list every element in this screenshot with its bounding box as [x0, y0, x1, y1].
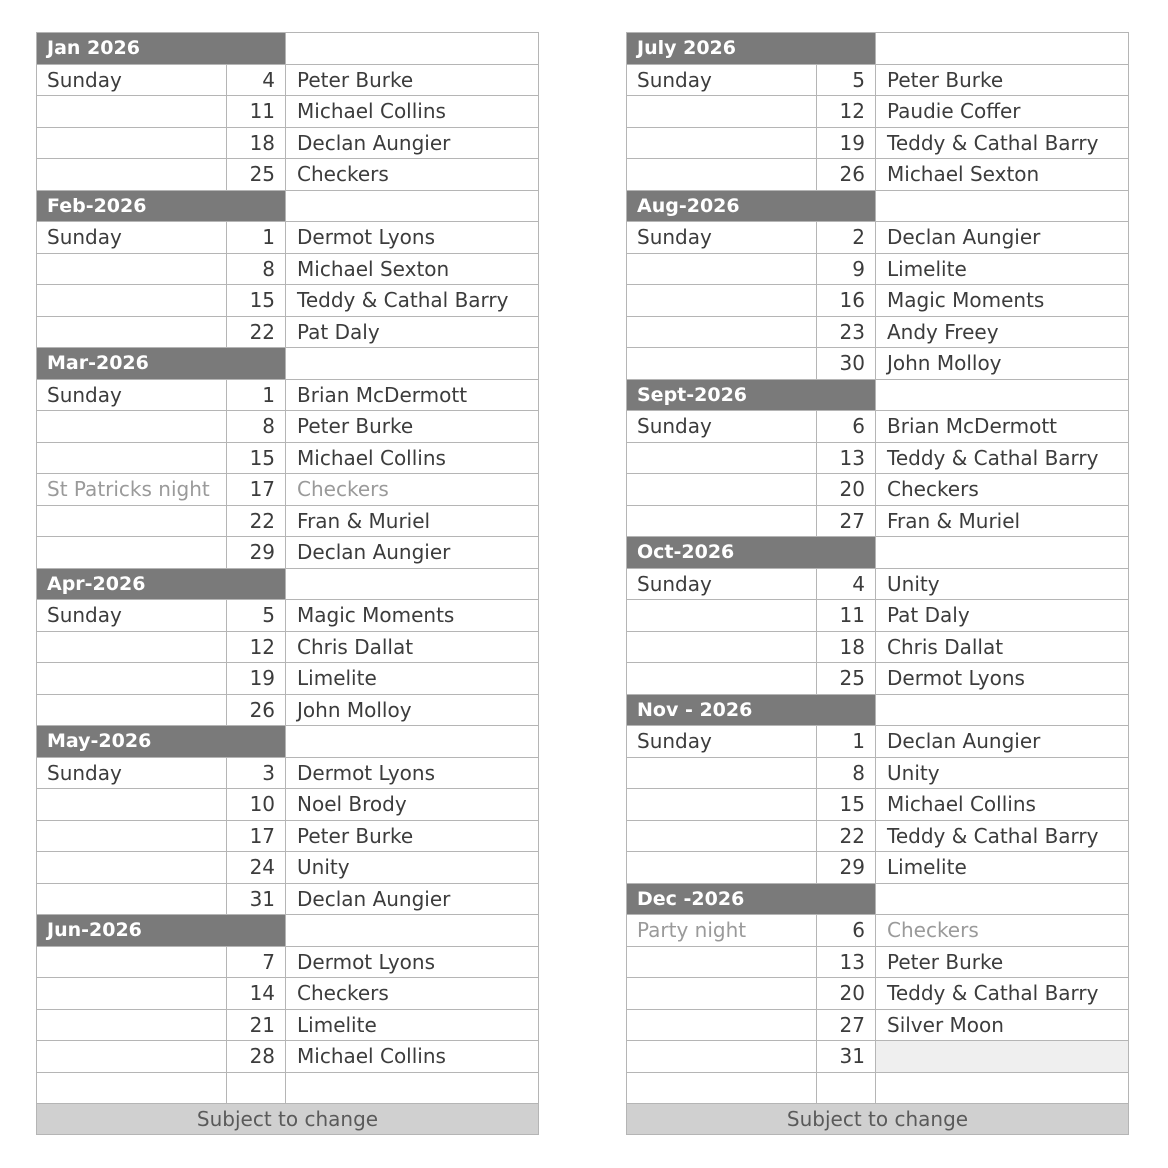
performer-name: Teddy & Cathal Barry	[876, 127, 1129, 159]
performer-name	[286, 1072, 539, 1104]
performer-name: Noel Brody	[286, 789, 539, 821]
event-label	[37, 537, 227, 569]
schedule-row	[37, 537, 539, 569]
schedule-row	[627, 1009, 1129, 1041]
subject-to-change-note: Subject to change	[627, 1104, 1129, 1135]
month-header-row	[627, 694, 1129, 726]
event-date: 19	[817, 127, 876, 159]
event-label	[627, 474, 817, 506]
event-label	[37, 1072, 227, 1104]
event-label	[627, 1041, 817, 1073]
month-header-row	[37, 726, 539, 758]
event-label	[37, 883, 227, 915]
event-label: Sunday	[627, 411, 817, 443]
performer-name: Peter Burke	[286, 64, 539, 96]
performer-name: Silver Moon	[876, 1009, 1129, 1041]
month-name: Mar-2026	[37, 348, 286, 380]
schedule-row	[627, 64, 1129, 96]
event-label: Sunday	[37, 379, 227, 411]
event-date: 29	[817, 852, 876, 884]
schedule-row	[37, 946, 539, 978]
month-header-row	[627, 379, 1129, 411]
event-date: 8	[817, 757, 876, 789]
event-label	[37, 1041, 227, 1073]
schedule-row	[627, 600, 1129, 632]
event-date: 2	[817, 222, 876, 254]
event-date: 11	[227, 96, 286, 128]
event-date: 25	[817, 663, 876, 695]
performer-name	[876, 1041, 1129, 1073]
performer-name: Limelite	[876, 253, 1129, 285]
event-label	[627, 348, 817, 380]
event-label	[627, 1009, 817, 1041]
performer-name: Fran & Muriel	[876, 505, 1129, 537]
event-label	[627, 316, 817, 348]
performer-name: Michael Collins	[286, 1041, 539, 1073]
performer-name: John Molloy	[286, 694, 539, 726]
month-header-blank	[876, 379, 1129, 411]
month-header-blank	[286, 190, 539, 222]
event-date: 3	[227, 757, 286, 789]
schedule-row	[627, 222, 1129, 254]
schedule-row	[627, 159, 1129, 191]
performer-name: Michael Collins	[876, 789, 1129, 821]
event-label	[37, 285, 227, 317]
performer-name: Peter Burke	[876, 946, 1129, 978]
performer-name: Peter Burke	[876, 64, 1129, 96]
event-date: 8	[227, 411, 286, 443]
month-header-blank	[876, 883, 1129, 915]
event-date: 11	[817, 600, 876, 632]
month-name: Sept-2026	[627, 379, 876, 411]
event-date: 6	[817, 411, 876, 443]
schedule-row	[37, 64, 539, 96]
performer-name: Unity	[876, 757, 1129, 789]
event-date: 15	[817, 789, 876, 821]
event-label	[37, 159, 227, 191]
event-date: 22	[227, 316, 286, 348]
performer-name: Declan Aungier	[876, 726, 1129, 758]
month-header-row	[37, 568, 539, 600]
event-date: 12	[817, 96, 876, 128]
month-name: Apr-2026	[37, 568, 286, 600]
performer-name: Unity	[876, 568, 1129, 600]
performer-name: Checkers	[286, 159, 539, 191]
performer-name: Dermot Lyons	[876, 663, 1129, 695]
month-name: May-2026	[37, 726, 286, 758]
event-label: Sunday	[627, 64, 817, 96]
event-date: 13	[817, 442, 876, 474]
subject-to-change-note: Subject to change	[37, 1104, 539, 1135]
performer-name: Checkers	[286, 474, 539, 506]
event-date: 15	[227, 442, 286, 474]
month-header-blank	[286, 726, 539, 758]
schedule-row	[37, 253, 539, 285]
event-date: 23	[817, 316, 876, 348]
schedule-row	[627, 316, 1129, 348]
event-label	[37, 442, 227, 474]
schedule-row	[37, 789, 539, 821]
schedule-table-left	[36, 32, 539, 1135]
event-label	[627, 285, 817, 317]
performer-name: Limelite	[286, 663, 539, 695]
performer-name: John Molloy	[876, 348, 1129, 380]
event-label	[627, 127, 817, 159]
schedule-row	[627, 474, 1129, 506]
event-date: 24	[227, 852, 286, 884]
event-label: Sunday	[37, 222, 227, 254]
schedule-row	[37, 285, 539, 317]
schedule-row	[37, 1072, 539, 1104]
schedule-row	[627, 411, 1129, 443]
event-date: 22	[227, 505, 286, 537]
schedule-row	[37, 159, 539, 191]
footer-row	[627, 1104, 1129, 1135]
event-label	[627, 1072, 817, 1104]
performer-name: Declan Aungier	[286, 537, 539, 569]
event-date: 25	[227, 159, 286, 191]
event-date: 28	[227, 1041, 286, 1073]
performer-name: Checkers	[286, 978, 539, 1010]
performer-name	[876, 1072, 1129, 1104]
schedule-row	[37, 978, 539, 1010]
event-label: Sunday	[627, 726, 817, 758]
performer-name: Michael Sexton	[286, 253, 539, 285]
event-date	[227, 1072, 286, 1104]
event-date: 13	[817, 946, 876, 978]
schedule-row	[627, 663, 1129, 695]
event-label: Sunday	[37, 64, 227, 96]
schedule-row	[37, 663, 539, 695]
schedule-row	[37, 757, 539, 789]
schedule-row	[37, 222, 539, 254]
performer-name: Limelite	[286, 1009, 539, 1041]
month-header-row	[627, 537, 1129, 569]
month-header-blank	[876, 33, 1129, 65]
event-label: Party night	[627, 915, 817, 947]
event-date: 18	[227, 127, 286, 159]
performer-name: Fran & Muriel	[286, 505, 539, 537]
schedule-row	[37, 694, 539, 726]
event-label	[37, 694, 227, 726]
event-date: 8	[227, 253, 286, 285]
event-date: 27	[817, 505, 876, 537]
performer-name: Peter Burke	[286, 820, 539, 852]
schedule-row	[627, 757, 1129, 789]
schedule-row	[37, 505, 539, 537]
event-label: Sunday	[627, 568, 817, 600]
event-date: 14	[227, 978, 286, 1010]
schedule-row	[37, 883, 539, 915]
event-date: 6	[817, 915, 876, 947]
schedule-row	[37, 1009, 539, 1041]
event-date: 30	[817, 348, 876, 380]
event-label	[37, 316, 227, 348]
schedule-row	[37, 631, 539, 663]
performer-name: Chris Dallat	[876, 631, 1129, 663]
event-label: Sunday	[37, 600, 227, 632]
event-date: 31	[817, 1041, 876, 1073]
performer-name: Pat Daly	[286, 316, 539, 348]
performer-name: Brian McDermott	[286, 379, 539, 411]
performer-name: Teddy & Cathal Barry	[876, 820, 1129, 852]
event-label	[37, 663, 227, 695]
schedule-row	[37, 442, 539, 474]
event-date: 1	[227, 222, 286, 254]
performer-name: Checkers	[876, 474, 1129, 506]
schedule-row	[627, 96, 1129, 128]
event-date: 31	[227, 883, 286, 915]
event-label	[627, 442, 817, 474]
event-label	[627, 253, 817, 285]
month-name: July 2026	[627, 33, 876, 65]
performer-name: Dermot Lyons	[286, 757, 539, 789]
event-date: 26	[227, 694, 286, 726]
performer-name: Andy Freey	[876, 316, 1129, 348]
schedule-row	[627, 1041, 1129, 1073]
performer-name: Michael Collins	[286, 96, 539, 128]
performer-name: Pat Daly	[876, 600, 1129, 632]
event-date: 16	[817, 285, 876, 317]
schedule-row	[37, 316, 539, 348]
event-date: 29	[227, 537, 286, 569]
schedule-row	[627, 285, 1129, 317]
month-header-row	[37, 190, 539, 222]
performer-name: Checkers	[876, 915, 1129, 947]
schedule-row	[627, 127, 1129, 159]
schedule-row	[37, 1041, 539, 1073]
month-name: Jun-2026	[37, 915, 286, 947]
performer-name: Unity	[286, 852, 539, 884]
schedule-row	[37, 96, 539, 128]
event-label	[37, 127, 227, 159]
event-label	[627, 946, 817, 978]
schedule-row	[627, 1072, 1129, 1104]
event-date: 26	[817, 159, 876, 191]
month-header-blank	[286, 915, 539, 947]
performer-name: Chris Dallat	[286, 631, 539, 663]
month-name: Nov - 2026	[627, 694, 876, 726]
schedule-row	[37, 820, 539, 852]
performer-name: Dermot Lyons	[286, 222, 539, 254]
month-name: Oct-2026	[627, 537, 876, 569]
event-label	[627, 852, 817, 884]
schedule-row	[37, 379, 539, 411]
event-date: 20	[817, 474, 876, 506]
schedule-row	[627, 631, 1129, 663]
schedule-row	[627, 568, 1129, 600]
event-label	[37, 505, 227, 537]
schedule-row	[627, 726, 1129, 758]
month-header-blank	[876, 694, 1129, 726]
performer-name: Peter Burke	[286, 411, 539, 443]
schedule-body-right	[627, 33, 1129, 1135]
schedule-table-right	[626, 32, 1129, 1135]
event-date: 4	[817, 568, 876, 600]
event-date: 9	[817, 253, 876, 285]
event-label	[627, 663, 817, 695]
schedule-row	[37, 411, 539, 443]
event-label	[37, 946, 227, 978]
event-date: 4	[227, 64, 286, 96]
performer-name: Michael Sexton	[876, 159, 1129, 191]
event-date: 19	[227, 663, 286, 695]
event-date: 15	[227, 285, 286, 317]
event-label	[627, 159, 817, 191]
performer-name: Magic Moments	[876, 285, 1129, 317]
event-label	[627, 789, 817, 821]
footer-row	[37, 1104, 539, 1135]
performer-name: Declan Aungier	[876, 222, 1129, 254]
month-header-row	[37, 348, 539, 380]
month-name: Feb-2026	[37, 190, 286, 222]
month-header-blank	[876, 537, 1129, 569]
month-header-blank	[286, 568, 539, 600]
schedule-row	[627, 915, 1129, 947]
event-date: 5	[817, 64, 876, 96]
event-label	[627, 631, 817, 663]
month-header-row	[37, 33, 539, 65]
month-name: Jan 2026	[37, 33, 286, 65]
schedule-row	[37, 474, 539, 506]
event-date: 5	[227, 600, 286, 632]
performer-name: Declan Aungier	[286, 127, 539, 159]
event-label	[627, 505, 817, 537]
event-date: 20	[817, 978, 876, 1010]
event-label	[627, 600, 817, 632]
month-header-row	[37, 915, 539, 947]
event-label: St Patricks night	[37, 474, 227, 506]
month-header-blank	[876, 190, 1129, 222]
event-date: 18	[817, 631, 876, 663]
performer-name: Michael Collins	[286, 442, 539, 474]
month-header-blank	[286, 348, 539, 380]
event-label	[627, 96, 817, 128]
event-label	[37, 820, 227, 852]
schedule-row	[627, 253, 1129, 285]
performer-name: Magic Moments	[286, 600, 539, 632]
schedule-row	[627, 852, 1129, 884]
event-date: 1	[817, 726, 876, 758]
event-label	[37, 96, 227, 128]
schedule-row	[627, 789, 1129, 821]
event-date: 27	[817, 1009, 876, 1041]
event-label: Sunday	[37, 757, 227, 789]
event-label	[37, 978, 227, 1010]
event-label	[37, 411, 227, 443]
schedule-row	[627, 820, 1129, 852]
event-date	[817, 1072, 876, 1104]
event-label	[37, 253, 227, 285]
month-header-blank	[286, 33, 539, 65]
month-name: Dec -2026	[627, 883, 876, 915]
schedule-row	[627, 348, 1129, 380]
performer-name: Limelite	[876, 852, 1129, 884]
performer-name: Teddy & Cathal Barry	[876, 442, 1129, 474]
performer-name: Brian McDermott	[876, 411, 1129, 443]
event-label	[37, 852, 227, 884]
event-label	[37, 631, 227, 663]
month-header-row	[627, 190, 1129, 222]
month-name: Aug-2026	[627, 190, 876, 222]
event-date: 22	[817, 820, 876, 852]
schedule-row	[627, 505, 1129, 537]
schedule-body-left	[37, 33, 539, 1135]
performer-name: Paudie Coffer	[876, 96, 1129, 128]
event-label	[627, 820, 817, 852]
schedule-row	[627, 442, 1129, 474]
performer-name: Dermot Lyons	[286, 946, 539, 978]
schedule-row	[627, 978, 1129, 1010]
event-label	[37, 1009, 227, 1041]
event-date: 10	[227, 789, 286, 821]
event-label	[627, 978, 817, 1010]
performer-name: Teddy & Cathal Barry	[876, 978, 1129, 1010]
event-label	[37, 789, 227, 821]
event-date: 21	[227, 1009, 286, 1041]
event-date: 17	[227, 474, 286, 506]
schedule-row	[627, 946, 1129, 978]
schedule-row	[37, 600, 539, 632]
event-date: 17	[227, 820, 286, 852]
event-label	[627, 757, 817, 789]
performer-name: Teddy & Cathal Barry	[286, 285, 539, 317]
month-header-row	[627, 33, 1129, 65]
performer-name: Declan Aungier	[286, 883, 539, 915]
schedule-row	[37, 852, 539, 884]
event-label: Sunday	[627, 222, 817, 254]
event-date: 7	[227, 946, 286, 978]
event-date: 12	[227, 631, 286, 663]
event-date: 1	[227, 379, 286, 411]
schedule-row	[37, 127, 539, 159]
month-header-row	[627, 883, 1129, 915]
